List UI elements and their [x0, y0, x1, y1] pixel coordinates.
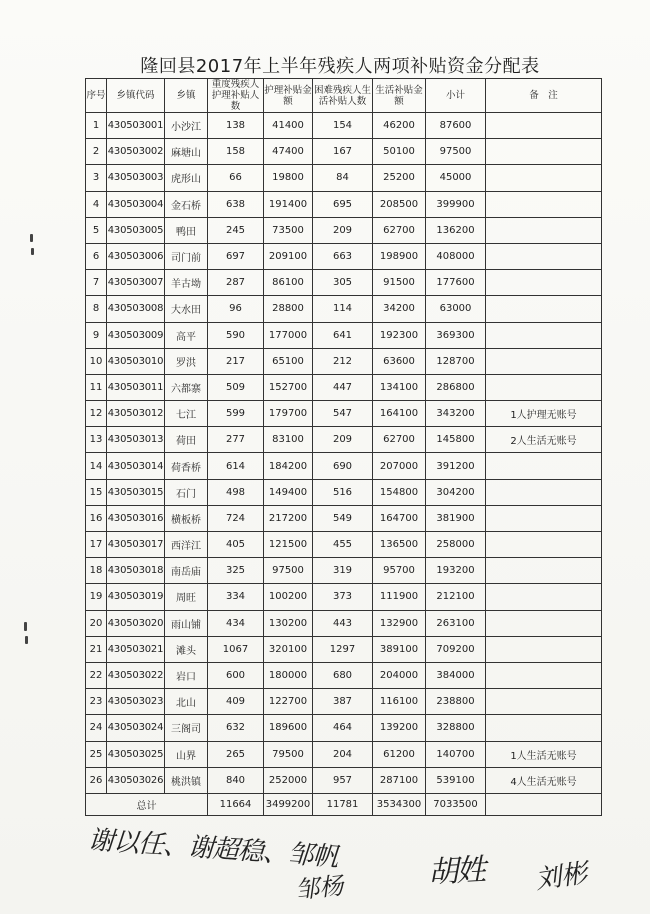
row-living-amount: 204000 — [373, 662, 426, 688]
row-town: 司门前 — [165, 243, 208, 269]
row-subtotal: 391200 — [426, 453, 486, 479]
row-living-amount: 198900 — [373, 243, 426, 269]
row-code: 430503014 — [107, 453, 165, 479]
row-poor-count: 663 — [313, 243, 373, 269]
binding-mark — [24, 622, 27, 631]
row-severe-count: 325 — [208, 558, 264, 584]
row-living-amount: 207000 — [373, 453, 426, 479]
row-note — [486, 270, 602, 296]
row-living-amount: 61200 — [373, 741, 426, 767]
row-severe-count: 590 — [208, 322, 264, 348]
row-living-amount: 62700 — [373, 217, 426, 243]
row-note — [486, 139, 602, 165]
row-severe-count: 66 — [208, 165, 264, 191]
row-poor-count: 447 — [313, 374, 373, 400]
row-note: 4人生活无账号 — [486, 767, 602, 793]
row-living-amount: 91500 — [373, 270, 426, 296]
row-subtotal: 286800 — [426, 374, 486, 400]
row-poor-count: 373 — [313, 584, 373, 610]
total-note — [486, 793, 602, 815]
row-poor-count: 387 — [313, 689, 373, 715]
row-subtotal: 145800 — [426, 427, 486, 453]
row-subtotal: 369300 — [426, 322, 486, 348]
row-code: 430503020 — [107, 610, 165, 636]
row-no: 10 — [86, 348, 107, 374]
row-severe-count: 334 — [208, 584, 264, 610]
row-no: 5 — [86, 217, 107, 243]
row-no: 26 — [86, 767, 107, 793]
row-note — [486, 636, 602, 662]
row-living-amount: 63600 — [373, 348, 426, 374]
header-note: 备 注 — [486, 79, 602, 113]
table-header-row — [86, 79, 602, 113]
row-code: 430503022 — [107, 662, 165, 688]
row-town: 三阁司 — [165, 715, 208, 741]
table-row — [86, 165, 602, 191]
row-subtotal: 45000 — [426, 165, 486, 191]
table-row — [86, 584, 602, 610]
row-living-amount: 389100 — [373, 636, 426, 662]
row-severe-count: 638 — [208, 191, 264, 217]
table-row — [86, 610, 602, 636]
handwritten-signature: 谢以任、谢超稳、邹帆 — [87, 825, 339, 873]
row-code: 430503005 — [107, 217, 165, 243]
row-town: 鸭田 — [165, 217, 208, 243]
row-town: 羊古坳 — [165, 270, 208, 296]
table-row — [86, 427, 602, 453]
table-row — [86, 322, 602, 348]
row-no: 11 — [86, 374, 107, 400]
row-poor-count: 516 — [313, 479, 373, 505]
row-note — [486, 453, 602, 479]
row-living-amount: 192300 — [373, 322, 426, 348]
total-subtotal: 7033500 — [426, 793, 486, 815]
row-subtotal: 193200 — [426, 558, 486, 584]
row-subtotal: 343200 — [426, 401, 486, 427]
table-row — [86, 715, 602, 741]
row-town: 虎形山 — [165, 165, 208, 191]
row-living-amount: 111900 — [373, 584, 426, 610]
table-row — [86, 505, 602, 531]
row-subtotal: 63000 — [426, 296, 486, 322]
row-care-amount: 152700 — [264, 374, 313, 400]
row-no: 19 — [86, 584, 107, 610]
row-town: 金石桥 — [165, 191, 208, 217]
row-town: 周旺 — [165, 584, 208, 610]
row-subtotal: 304200 — [426, 479, 486, 505]
row-no: 7 — [86, 270, 107, 296]
table-row — [86, 558, 602, 584]
row-poor-count: 641 — [313, 322, 373, 348]
row-no: 16 — [86, 505, 107, 531]
total-row — [86, 793, 602, 815]
row-severe-count: 498 — [208, 479, 264, 505]
row-note — [486, 296, 602, 322]
row-subtotal: 399900 — [426, 191, 486, 217]
row-severe-count: 158 — [208, 139, 264, 165]
table-row — [86, 453, 602, 479]
row-care-amount: 121500 — [264, 532, 313, 558]
row-town: 山界 — [165, 741, 208, 767]
table-row — [86, 243, 602, 269]
row-code: 430503021 — [107, 636, 165, 662]
row-code: 430503017 — [107, 532, 165, 558]
row-poor-count: 114 — [313, 296, 373, 322]
table-row — [86, 401, 602, 427]
row-code: 430503003 — [107, 165, 165, 191]
row-poor-count: 212 — [313, 348, 373, 374]
row-care-amount: 79500 — [264, 741, 313, 767]
header-code: 乡镇代码 — [107, 79, 165, 113]
row-town: 石门 — [165, 479, 208, 505]
table-row — [86, 270, 602, 296]
row-care-amount: 189600 — [264, 715, 313, 741]
row-subtotal: 263100 — [426, 610, 486, 636]
row-town: 小沙江 — [165, 113, 208, 139]
row-code: 430503019 — [107, 584, 165, 610]
row-town: 南岳庙 — [165, 558, 208, 584]
row-note — [486, 610, 602, 636]
row-care-amount: 184200 — [264, 453, 313, 479]
row-care-amount: 130200 — [264, 610, 313, 636]
row-town: 高平 — [165, 322, 208, 348]
row-no: 6 — [86, 243, 107, 269]
header-no: 序号 — [86, 79, 107, 113]
row-living-amount: 34200 — [373, 296, 426, 322]
row-note — [486, 322, 602, 348]
handwritten-signature: 胡姓 — [427, 852, 486, 891]
row-code: 430503008 — [107, 296, 165, 322]
row-care-amount: 122700 — [264, 689, 313, 715]
row-poor-count: 209 — [313, 217, 373, 243]
row-code: 430503010 — [107, 348, 165, 374]
row-severe-count: 632 — [208, 715, 264, 741]
row-poor-count: 204 — [313, 741, 373, 767]
row-care-amount: 41400 — [264, 113, 313, 139]
row-poor-count: 680 — [313, 662, 373, 688]
row-code: 430503012 — [107, 401, 165, 427]
row-subtotal: 384000 — [426, 662, 486, 688]
table-row — [86, 636, 602, 662]
table-row — [86, 191, 602, 217]
total-living: 3534300 — [373, 793, 426, 815]
row-town: 大水田 — [165, 296, 208, 322]
header-subtotal: 小计 — [426, 79, 486, 113]
row-poor-count: 209 — [313, 427, 373, 453]
row-code: 430503026 — [107, 767, 165, 793]
row-code: 430503013 — [107, 427, 165, 453]
table-row — [86, 113, 602, 139]
row-town: 岩口 — [165, 662, 208, 688]
row-poor-count: 443 — [313, 610, 373, 636]
row-severe-count: 600 — [208, 662, 264, 688]
table-row — [86, 741, 602, 767]
row-no: 8 — [86, 296, 107, 322]
row-poor-count: 547 — [313, 401, 373, 427]
header-poor-count: 困难残疾人生活补贴人数 — [313, 79, 373, 113]
row-severe-count: 277 — [208, 427, 264, 453]
total-care: 3499200 — [264, 793, 313, 815]
row-living-amount: 62700 — [373, 427, 426, 453]
table-row — [86, 662, 602, 688]
row-no: 15 — [86, 479, 107, 505]
table-body — [86, 113, 602, 794]
row-subtotal: 87600 — [426, 113, 486, 139]
total-poor: 11781 — [313, 793, 373, 815]
row-note: 2人生活无账号 — [486, 427, 602, 453]
row-note — [486, 191, 602, 217]
row-poor-count: 455 — [313, 532, 373, 558]
row-severe-count: 409 — [208, 689, 264, 715]
row-code: 430503018 — [107, 558, 165, 584]
row-subtotal: 258000 — [426, 532, 486, 558]
row-living-amount: 46200 — [373, 113, 426, 139]
total-severe: 11664 — [208, 793, 264, 815]
row-no: 9 — [86, 322, 107, 348]
row-note — [486, 243, 602, 269]
row-code: 430503011 — [107, 374, 165, 400]
row-town: 横板桥 — [165, 505, 208, 531]
row-poor-count: 690 — [313, 453, 373, 479]
row-care-amount: 209100 — [264, 243, 313, 269]
row-living-amount: 164700 — [373, 505, 426, 531]
row-care-amount: 217200 — [264, 505, 313, 531]
row-no: 4 — [86, 191, 107, 217]
row-note — [486, 348, 602, 374]
row-subtotal: 136200 — [426, 217, 486, 243]
row-living-amount: 134100 — [373, 374, 426, 400]
row-no: 22 — [86, 662, 107, 688]
row-code: 430503002 — [107, 139, 165, 165]
row-no: 25 — [86, 741, 107, 767]
row-subtotal: 709200 — [426, 636, 486, 662]
row-code: 430503023 — [107, 689, 165, 715]
row-care-amount: 47400 — [264, 139, 313, 165]
row-code: 430503016 — [107, 505, 165, 531]
row-town: 桃洪镇 — [165, 767, 208, 793]
row-severe-count: 138 — [208, 113, 264, 139]
binding-mark — [31, 248, 34, 255]
row-poor-count: 84 — [313, 165, 373, 191]
row-note — [486, 584, 602, 610]
row-note — [486, 558, 602, 584]
row-no: 14 — [86, 453, 107, 479]
row-subtotal: 238800 — [426, 689, 486, 715]
row-no: 23 — [86, 689, 107, 715]
row-note — [486, 113, 602, 139]
row-poor-count: 957 — [313, 767, 373, 793]
row-living-amount: 95700 — [373, 558, 426, 584]
row-code: 430503015 — [107, 479, 165, 505]
row-care-amount: 180000 — [264, 662, 313, 688]
binding-mark — [30, 234, 33, 242]
row-subtotal: 177600 — [426, 270, 486, 296]
handwritten-signature: 刘彬 — [533, 858, 590, 896]
row-town: 荷田 — [165, 427, 208, 453]
header-severe-count: 重度残疾人护理补贴人数 — [208, 79, 264, 113]
total-label: 总计 — [86, 793, 208, 815]
row-living-amount: 139200 — [373, 715, 426, 741]
row-code: 430503007 — [107, 270, 165, 296]
row-note: 1人护理无账号 — [486, 401, 602, 427]
row-town: 北山 — [165, 689, 208, 715]
row-severe-count: 265 — [208, 741, 264, 767]
row-town: 麻塘山 — [165, 139, 208, 165]
row-poor-count: 154 — [313, 113, 373, 139]
row-subtotal: 140700 — [426, 741, 486, 767]
row-note — [486, 374, 602, 400]
row-note: 1人生活无账号 — [486, 741, 602, 767]
row-no: 2 — [86, 139, 107, 165]
row-code: 430503001 — [107, 113, 165, 139]
table-row — [86, 139, 602, 165]
row-code: 430503004 — [107, 191, 165, 217]
table-row — [86, 767, 602, 793]
row-subtotal: 328800 — [426, 715, 486, 741]
row-living-amount: 132900 — [373, 610, 426, 636]
row-living-amount: 154800 — [373, 479, 426, 505]
row-no: 13 — [86, 427, 107, 453]
row-severe-count: 1067 — [208, 636, 264, 662]
row-subtotal: 212100 — [426, 584, 486, 610]
row-care-amount: 86100 — [264, 270, 313, 296]
row-subtotal: 97500 — [426, 139, 486, 165]
row-note — [486, 505, 602, 531]
table-row — [86, 532, 602, 558]
row-no: 21 — [86, 636, 107, 662]
row-town: 七江 — [165, 401, 208, 427]
row-living-amount: 136500 — [373, 532, 426, 558]
row-note — [486, 689, 602, 715]
row-town: 西洋江 — [165, 532, 208, 558]
row-care-amount: 73500 — [264, 217, 313, 243]
row-poor-count: 549 — [313, 505, 373, 531]
row-care-amount: 19800 — [264, 165, 313, 191]
row-care-amount: 149400 — [264, 479, 313, 505]
header-living-amount: 生活补贴金 额 — [373, 79, 426, 113]
table-row — [86, 479, 602, 505]
row-town: 六都寨 — [165, 374, 208, 400]
row-note — [486, 479, 602, 505]
row-poor-count: 319 — [313, 558, 373, 584]
row-living-amount: 164100 — [373, 401, 426, 427]
row-code: 430503006 — [107, 243, 165, 269]
row-severe-count: 287 — [208, 270, 264, 296]
row-code: 430503009 — [107, 322, 165, 348]
row-poor-count: 305 — [313, 270, 373, 296]
row-severe-count: 599 — [208, 401, 264, 427]
table-row — [86, 348, 602, 374]
row-poor-count: 1297 — [313, 636, 373, 662]
row-code: 430503025 — [107, 741, 165, 767]
row-severe-count: 217 — [208, 348, 264, 374]
row-care-amount: 100200 — [264, 584, 313, 610]
row-care-amount: 65100 — [264, 348, 313, 374]
row-no: 24 — [86, 715, 107, 741]
header-care-amount: 护理补贴金 额 — [264, 79, 313, 113]
table-row — [86, 689, 602, 715]
row-town: 罗洪 — [165, 348, 208, 374]
binding-mark — [25, 636, 28, 644]
row-severe-count: 509 — [208, 374, 264, 400]
row-severe-count: 614 — [208, 453, 264, 479]
row-note — [486, 217, 602, 243]
table-row — [86, 296, 602, 322]
row-no: 17 — [86, 532, 107, 558]
row-no: 12 — [86, 401, 107, 427]
row-no: 20 — [86, 610, 107, 636]
row-code: 430503024 — [107, 715, 165, 741]
row-living-amount: 116100 — [373, 689, 426, 715]
row-note — [486, 165, 602, 191]
row-care-amount: 97500 — [264, 558, 313, 584]
row-severe-count: 245 — [208, 217, 264, 243]
row-subtotal: 539100 — [426, 767, 486, 793]
row-no: 18 — [86, 558, 107, 584]
row-town: 雨山铺 — [165, 610, 208, 636]
row-living-amount: 287100 — [373, 767, 426, 793]
row-care-amount: 177000 — [264, 322, 313, 348]
row-severe-count: 724 — [208, 505, 264, 531]
row-severe-count: 405 — [208, 532, 264, 558]
row-town: 荷香桥 — [165, 453, 208, 479]
row-living-amount: 50100 — [373, 139, 426, 165]
row-care-amount: 179700 — [264, 401, 313, 427]
row-subtotal: 128700 — [426, 348, 486, 374]
row-severe-count: 434 — [208, 610, 264, 636]
row-living-amount: 25200 — [373, 165, 426, 191]
row-severe-count: 840 — [208, 767, 264, 793]
header-town: 乡镇 — [165, 79, 208, 113]
row-severe-count: 96 — [208, 296, 264, 322]
row-note — [486, 715, 602, 741]
row-poor-count: 695 — [313, 191, 373, 217]
row-subtotal: 381900 — [426, 505, 486, 531]
row-poor-count: 167 — [313, 139, 373, 165]
row-care-amount: 28800 — [264, 296, 313, 322]
allocation-table — [85, 78, 602, 816]
row-care-amount: 252000 — [264, 767, 313, 793]
row-living-amount: 208500 — [373, 191, 426, 217]
row-note — [486, 532, 602, 558]
row-subtotal: 408000 — [426, 243, 486, 269]
row-poor-count: 464 — [313, 715, 373, 741]
row-care-amount: 83100 — [264, 427, 313, 453]
row-severe-count: 697 — [208, 243, 264, 269]
row-no: 1 — [86, 113, 107, 139]
page-title: 隆回县2017年上半年残疾人两项补贴资金分配表 — [140, 56, 540, 77]
table-row — [86, 217, 602, 243]
table-row — [86, 374, 602, 400]
row-care-amount: 191400 — [264, 191, 313, 217]
row-no: 3 — [86, 165, 107, 191]
row-note — [486, 662, 602, 688]
row-care-amount: 320100 — [264, 636, 313, 662]
row-town: 滩头 — [165, 636, 208, 662]
handwritten-signature: 邹杨 — [293, 871, 345, 905]
